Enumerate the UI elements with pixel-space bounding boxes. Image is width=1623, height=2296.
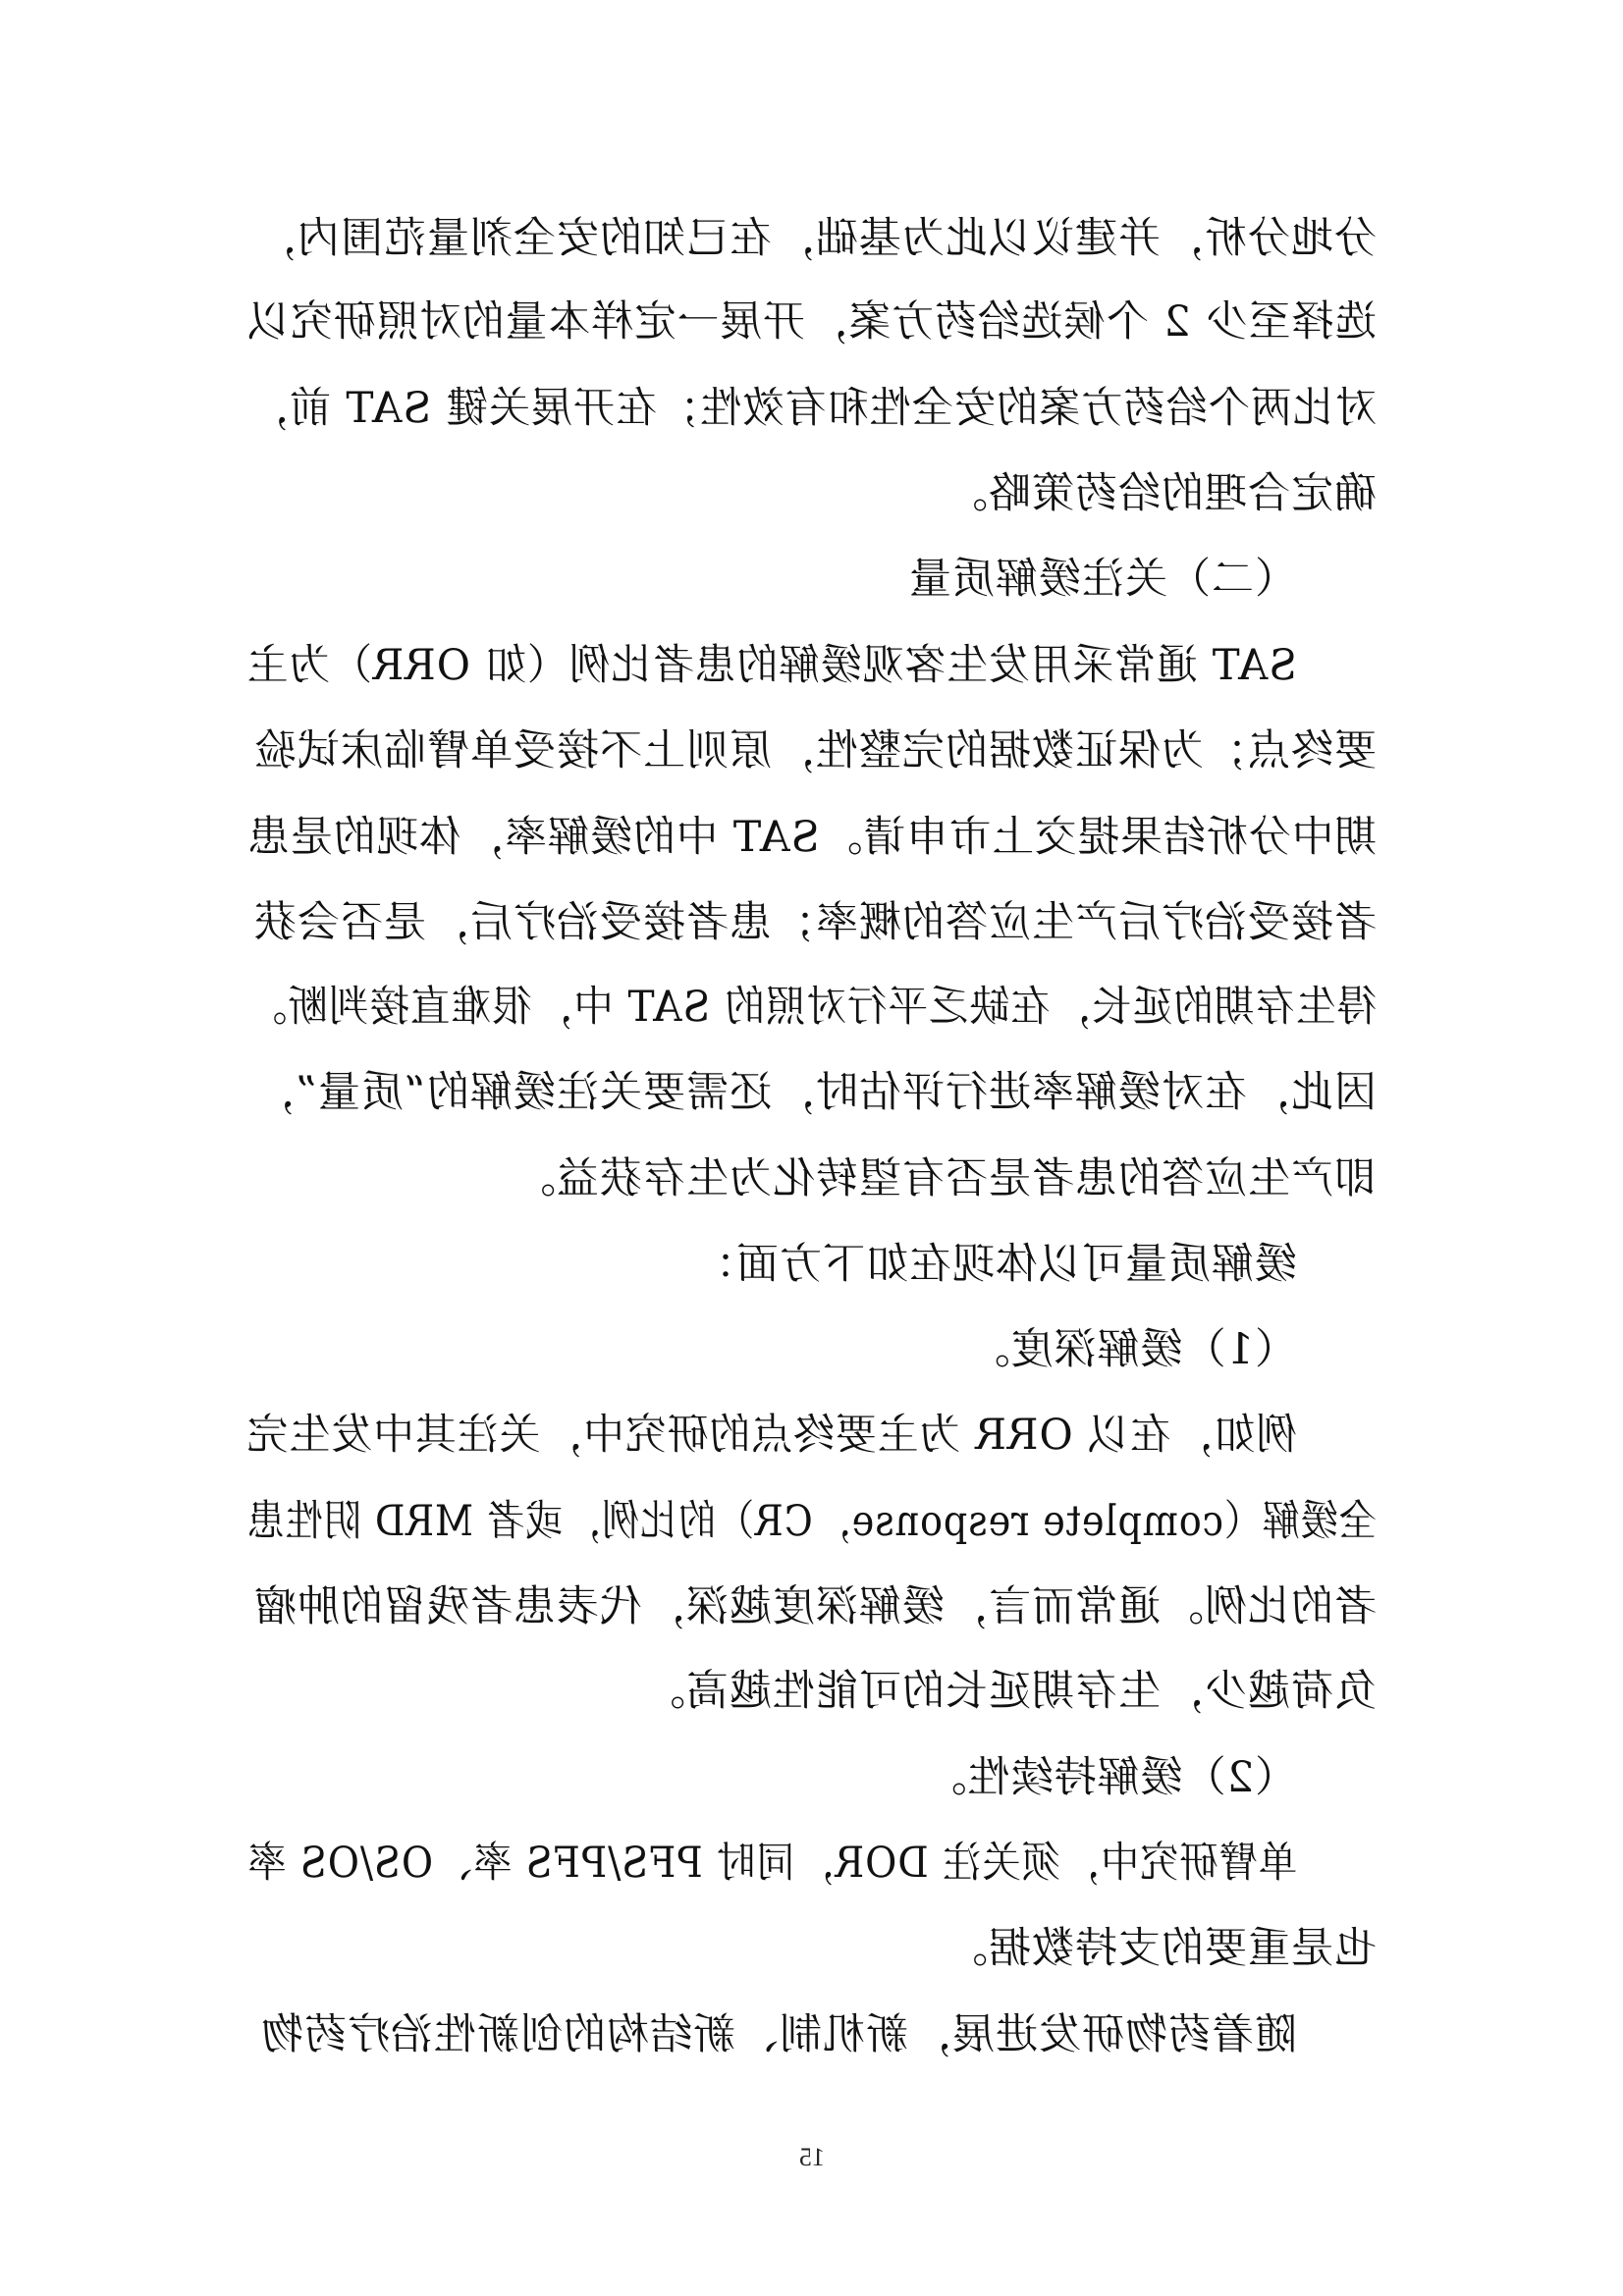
subsection-heading: （2）缓解持续性。 (923, 1753, 1297, 1802)
text-line: 选择至少 2 个候选给药方案，开展一定样本量的对照研究以 (246, 297, 1377, 347)
section-heading: （二）关注缓解质量 (908, 555, 1297, 604)
text-line: 例如，在以 ORR 为主要终点的研究中，关注其中发生完 (245, 1411, 1297, 1460)
text-line: 得生存期的延长，在缺乏平行对照的 SAT 中，很难直接判断。 (245, 983, 1377, 1032)
page-number: 15 (799, 2143, 825, 2171)
subsection-heading: （1）缓解深度。 (966, 1325, 1297, 1374)
text-line: 随着药物研发进展，新机制、新结构的创新性治疗药物 (260, 2010, 1297, 2059)
text-line: 对比两个给药方案的安全性和有效性；在开展关键 SAT 前， (245, 384, 1377, 433)
text-line: 缓解质量可以体现在如下方面： (692, 1240, 1297, 1289)
text-line: 者的比例。通常而言，缓解深度越深，代表患者残留的肿瘤 (253, 1582, 1377, 1631)
text-line: 者接受治疗后产生应答的概率；患者接受治疗后，是否会获 (253, 898, 1377, 947)
text-line: 期中分析结果提交上市申请。SAT 中的缓解率，体现的是患 (246, 813, 1377, 862)
text-line: 负荷越少，生存期延长的可能性越高。 (642, 1667, 1377, 1716)
text-line: 确定合理的给药策略。 (945, 469, 1377, 518)
text-line: 要终点；为保证数据的完整性，原则上不接受单臂临床试验 (253, 726, 1377, 775)
text-line: 分地分析，并建议以此为基础，在已知的安全剂量范围内， (253, 214, 1377, 263)
text-line: 也是重要的支持数据。 (945, 1924, 1377, 1973)
text-line: 单臂研究中，须关注 DOR，同时 PFS/PFS 率、OS/OS 率 (246, 1839, 1297, 1888)
text-line: 全缓解（complete response，CR）的比例，或者 MRD 阴性患 (246, 1497, 1377, 1546)
text-line: SAT 通常采用发生客观缓解的患者比例（如 ORR）为主 (245, 641, 1297, 690)
text-line: 即产生应答的患者是否有望转化为生存获益。 (513, 1154, 1377, 1203)
text-line: 因此，在对缓解率进行评估时，还需要关注缓解的“质量”， (251, 1068, 1377, 1117)
